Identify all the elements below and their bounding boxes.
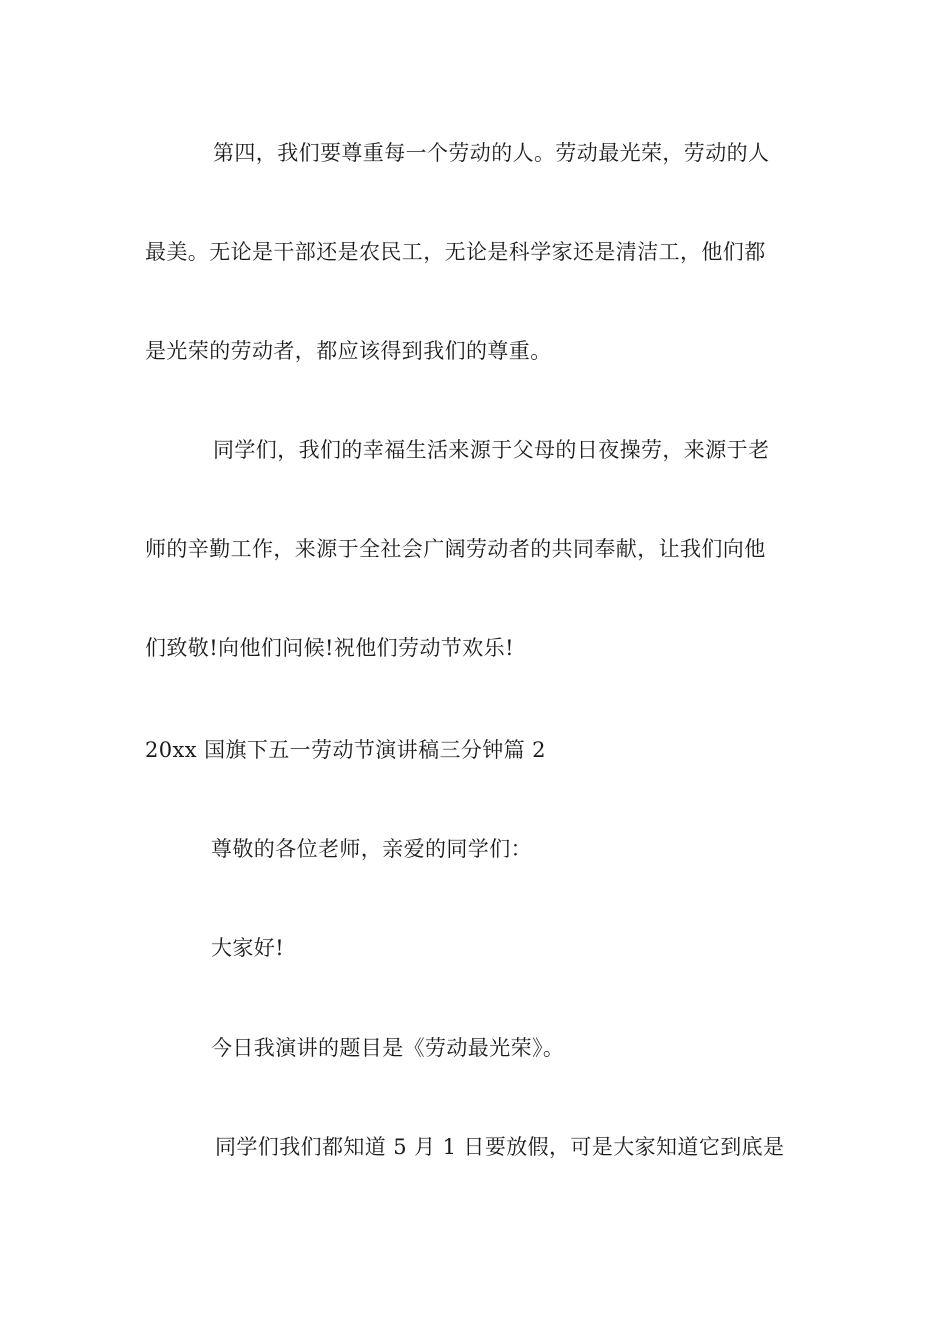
paragraph-line: 是光荣的劳动者，都应该得到我们的尊重。 bbox=[145, 339, 552, 363]
paragraph-line: 师的辛勤工作，来源于全社会广阔劳动者的共同奉献，让我们向他 bbox=[145, 537, 766, 561]
section-heading: 20xx 国旗下五一劳动节演讲稿三分钟篇 2 bbox=[145, 738, 546, 762]
speech-topic: 今日我演讲的题目是《劳动最光荣》。 bbox=[211, 1036, 565, 1060]
paragraph-line: 最美。无论是干部还是农民工，无论是科学家还是清洁工，他们都 bbox=[145, 240, 766, 264]
speech-salutation: 尊敬的各位老师，亲爱的同学们： bbox=[211, 837, 532, 861]
speech-greeting: 大家好! bbox=[211, 936, 285, 960]
speech-opening-line: 同学们我们都知道 5 月 1 日要放假，可是大家知道它到底是 bbox=[215, 1135, 785, 1159]
paragraph-line: 们致敬!向他们问候!祝他们劳动节欢乐! bbox=[145, 636, 514, 660]
paragraph-line: 第四，我们要尊重每一个劳动的人。劳动最光荣，劳动的人 bbox=[213, 141, 770, 165]
paragraph-line: 同学们，我们的幸福生活来源于父母的日夜操劳，来源于老 bbox=[213, 438, 770, 462]
